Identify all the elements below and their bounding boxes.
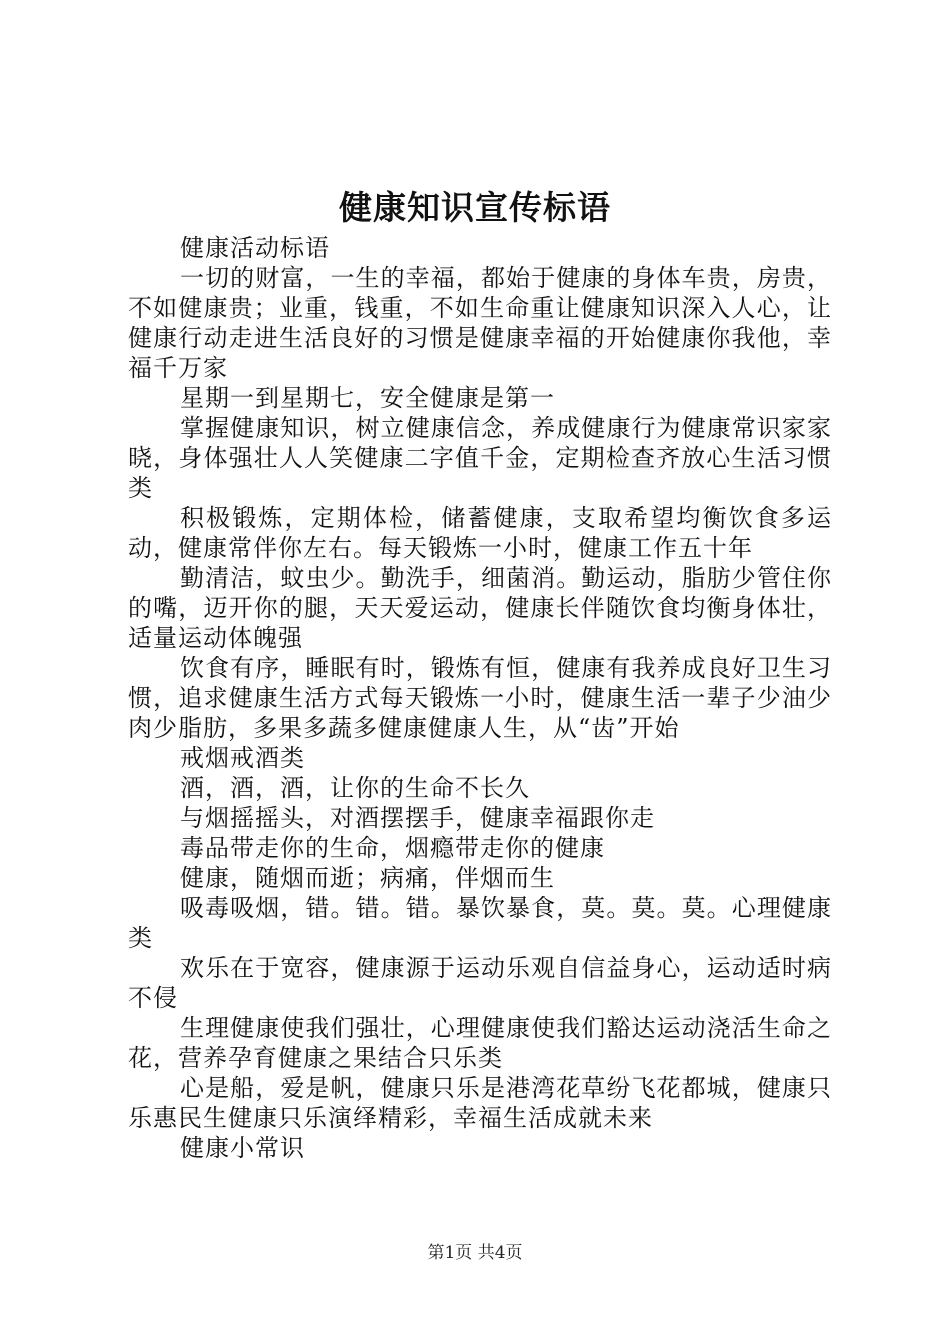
paragraph: 积极锻炼，定期体检，储蓄健康，支取希望均衡饮食多运动，健康常伴你左右。每天锻炼一小时，健康工作五十年 — [128, 504, 832, 562]
paragraph: 吸毒吸烟，错。错。错。暴饮暴食，莫。莫。莫。心理健康类 — [128, 894, 832, 952]
paragraph: 生理健康使我们强壮，心理健康使我们豁达运动浇活生命之花，营养孕育健康之果结合只乐类 — [128, 1014, 832, 1072]
paragraph: 健康小常识 — [180, 1134, 305, 1162]
paragraph: 戒烟戒酒类 — [180, 744, 305, 772]
paragraph: 毒品带走你的生命，烟瘾带走你的健康 — [180, 834, 605, 862]
paragraph: 酒，酒，酒，让你的生命不长久 — [180, 774, 530, 802]
paragraph: 饮食有序，睡眠有时，锻炼有恒，健康有我养成良好卫生习惯，追求健康生活方式每天锻炼一小时，健康生活一辈子少油少肉少脂肪，多果多蔬多健康健康人生，从“齿”开始 — [128, 654, 832, 742]
paragraph: 健康活动标语 — [180, 234, 330, 262]
document-body — [128, 233, 832, 1163]
paragraph: 星期一到星期七，安全健康是第一 — [180, 384, 555, 412]
paragraph: 掌握健康知识，树立健康信念，养成健康行为健康常识家家晓，身体强壮人人笑健康二字值千金，定期检查齐放心生活习惯类 — [128, 414, 832, 502]
document-title: 健康知识宣传标语 — [339, 188, 611, 227]
paragraph: 与烟摇摇头，对酒摆摆手，健康幸福跟你走 — [180, 804, 655, 832]
page-number-footer: 第1页 共4页 — [427, 1243, 523, 1263]
paragraph: 欢乐在于宽容，健康源于运动乐观自信益身心，运动适时病不侵 — [128, 954, 832, 1012]
paragraph: 勤清洁，蚊虫少。勤洗手，细菌消。勤运动，脂肪少管住你的嘴，迈开你的腿，天天爱运动，健康长伴随饮食均衡身体壮，适量运动体魄强 — [128, 564, 832, 652]
paragraph: 心是船，爱是帆，健康只乐是港湾花草纷飞花都城，健康只乐惠民生健康只乐演绎精彩，幸福生活成就未来 — [128, 1074, 832, 1132]
paragraph: 健康，随烟而逝；病痛，伴烟而生 — [180, 864, 555, 892]
paragraph: 一切的财富，一生的幸福，都始于健康的身体车贵，房贵，不如健康贵；业重，钱重，不如生命重让健康知识深入人心，让健康行动走进生活良好的习惯是健康幸福的开始健康你我他，幸福千万家 — [128, 264, 832, 382]
